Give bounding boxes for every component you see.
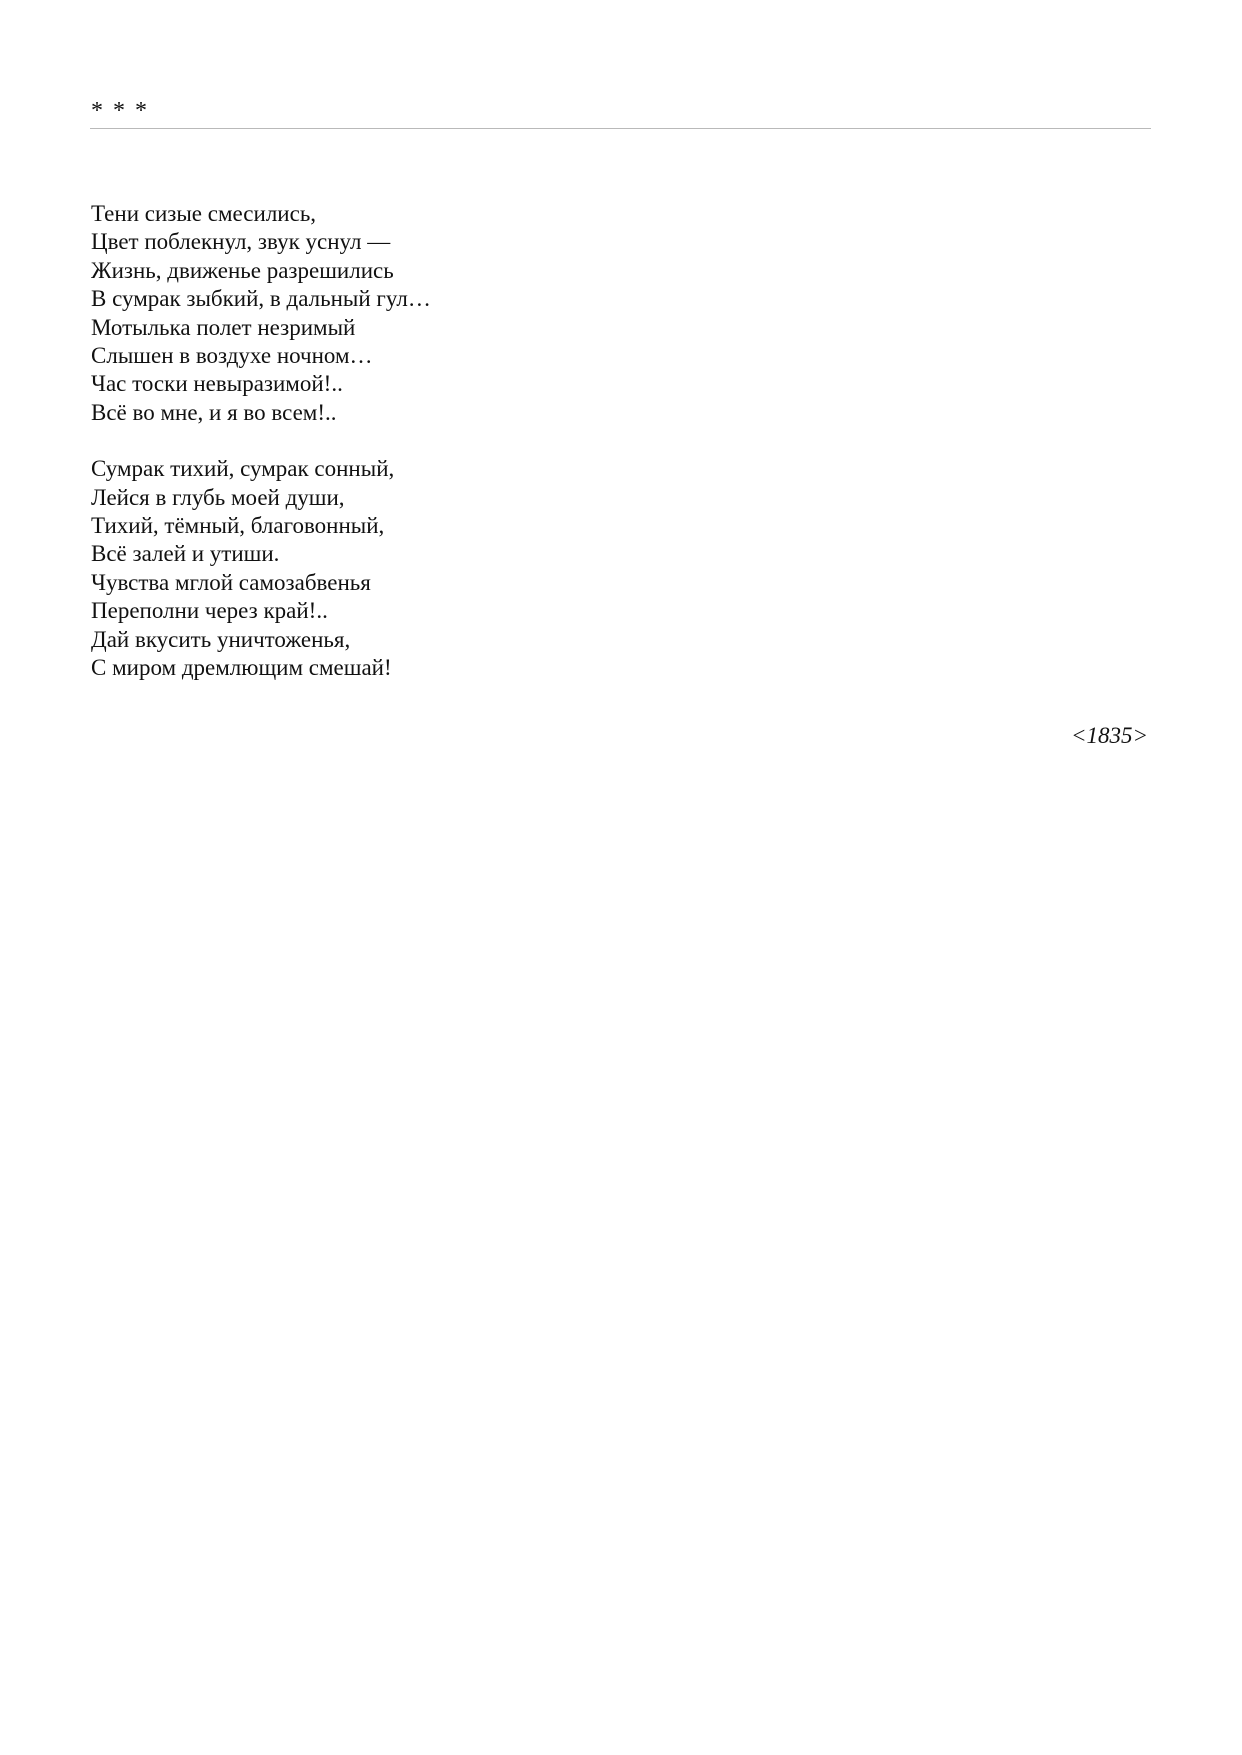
poem-line: Час тоски невыразимой!.. xyxy=(91,371,343,397)
poem-line: Тени сизые смесились, xyxy=(91,201,317,226)
poem-line: Цвет поблекнул, звук уснул — xyxy=(91,229,391,255)
poem-title: * * * xyxy=(91,98,149,124)
poem-line: Мотылька полет незримый xyxy=(91,314,356,340)
poem-line: Сумрак тихий, сумрак сонный, xyxy=(91,456,395,482)
poem-body xyxy=(91,200,991,711)
stanza-2 xyxy=(91,455,991,682)
poem-line: Чувства мглой самозабвенья xyxy=(91,569,371,595)
poem-line: Переполни через край!.. xyxy=(91,598,328,624)
poem-line: Лейся в глубь моей души, xyxy=(91,484,345,510)
poem-line: С миром дремлющим смешай! xyxy=(91,655,392,681)
title-divider xyxy=(90,128,1151,129)
poem-line: В сумрак зыбкий, в дальный гул… xyxy=(91,286,431,312)
poem-line: Тихий, тёмный, благовонный, xyxy=(91,513,385,539)
poem-line: Всё во мне, и я во всем!.. xyxy=(91,399,337,425)
poem-line: Дай вкусить уничтоженья, xyxy=(91,626,351,652)
poem-line: Жизнь, движенье разрешились xyxy=(91,257,394,283)
poem-line: Всё залей и утиши. xyxy=(91,541,280,567)
poem-date: <1835> xyxy=(1070,723,1148,748)
stanza-1 xyxy=(91,200,991,427)
poem-line: Слышен в воздухе ночном… xyxy=(91,343,373,369)
